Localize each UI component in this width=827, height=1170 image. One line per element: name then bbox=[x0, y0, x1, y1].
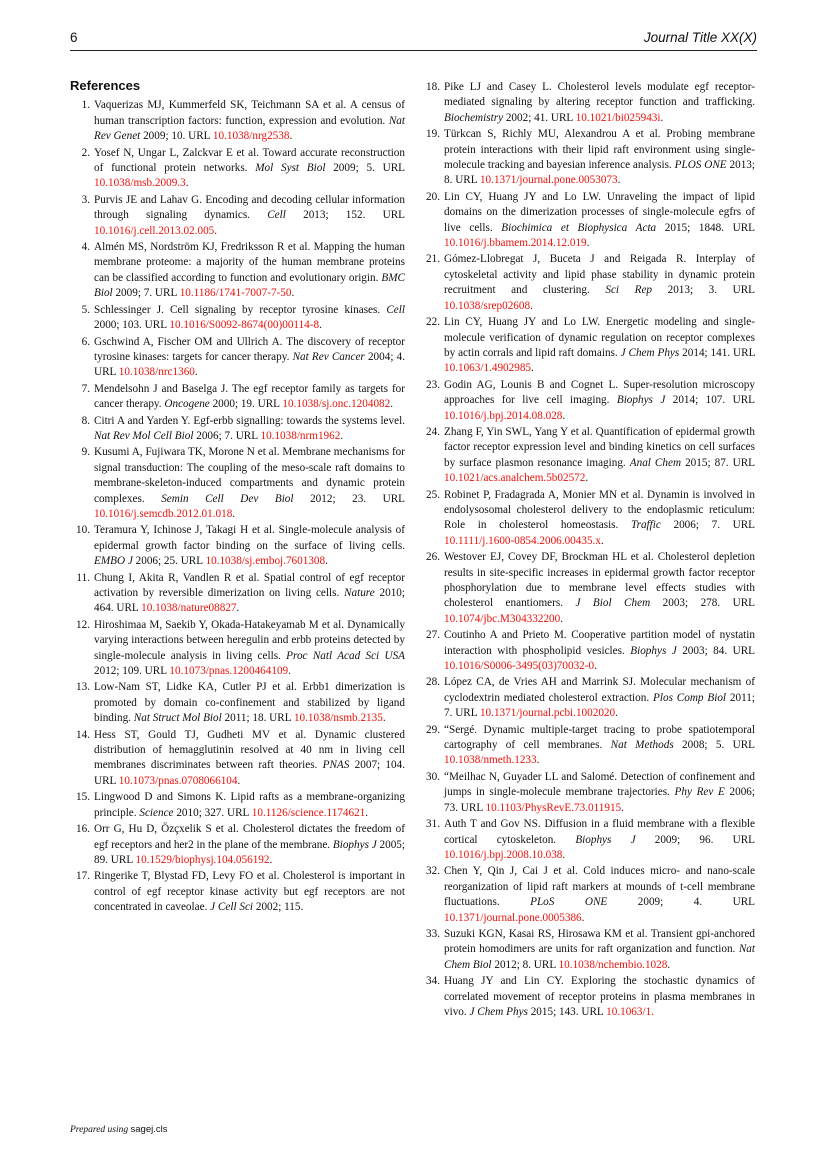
reference-doi-link[interactable]: 10.1038/sj.emboj.7601308 bbox=[205, 555, 326, 568]
reference-number: 25. bbox=[426, 488, 440, 501]
reference-journal: Nat Chem Biol bbox=[444, 943, 755, 971]
reference-doi-link[interactable]: 10.1016/j.bbamem.2014.12.019 bbox=[444, 237, 587, 250]
reference-number: 18. bbox=[426, 81, 440, 93]
reference-number: 30. bbox=[426, 770, 440, 783]
reference-text: Almén MS, Nordström KJ, Fredriksson R et al. Mapping the human membrane proteome: a majority of the human membrane proteins can be classified according to function and evolutionary origin. bbox=[94, 241, 405, 284]
reference-details: 2012; 109. URL bbox=[94, 665, 170, 678]
reference-journal: Biophys J bbox=[575, 833, 636, 846]
reference-end: . bbox=[615, 707, 618, 720]
reference-journal: Traffic bbox=[630, 519, 661, 532]
reference-end: . bbox=[325, 555, 328, 568]
reference-doi-link[interactable]: 10.1371/journal.pone.0053073 bbox=[479, 174, 618, 187]
reference-number: 27. bbox=[426, 629, 440, 642]
reference-journal: Science bbox=[139, 806, 174, 819]
reference-journal: PNAS bbox=[322, 759, 350, 772]
reference-journal: Nat Struct Mol Biol bbox=[133, 712, 222, 725]
page-footer bbox=[70, 1124, 167, 1135]
reference-item bbox=[70, 382, 405, 413]
reference-details: 2002; 41. URL bbox=[503, 111, 576, 124]
reference-doi-link[interactable]: 10.1038/nrc1360 bbox=[118, 366, 195, 379]
reference-text: Gómez-Llobregat J, Buceta J and Reigada R. Interplay of cytoskeletal activity and lipid phase stability in dynamic protein recruitment and clustering. bbox=[444, 253, 755, 297]
reference-item bbox=[70, 790, 405, 821]
reference-item bbox=[70, 240, 405, 302]
reference-item bbox=[70, 571, 405, 617]
reference-item bbox=[70, 822, 405, 868]
reference-end: . bbox=[291, 287, 295, 300]
page-number: 6 bbox=[70, 30, 78, 45]
reference-item bbox=[420, 378, 755, 424]
reference-item bbox=[70, 193, 405, 239]
reference-text: Schlessinger J. Cell signaling by receptor tyrosine kinases. bbox=[94, 303, 387, 316]
reference-text: Suzuki KGN, Kasai RS, Hirosawa KM et al. Transient gpi-anchored protein homodimers are units for raft organization and function. bbox=[444, 927, 755, 956]
reference-details: 2012; 8. URL bbox=[491, 958, 559, 971]
reference-number: 9. bbox=[81, 446, 90, 459]
reference-doi-link[interactable]: 10.1038/nchembio.1028 bbox=[558, 958, 668, 971]
reference-number: 15. bbox=[76, 791, 90, 804]
reference-journal: Sci Rep bbox=[605, 284, 653, 297]
reference-item bbox=[70, 445, 405, 522]
reference-journal: Nat Rev Mol Cell Biol bbox=[94, 429, 194, 442]
reference-text: Chen Y, Qin J, Cai J et al. Cold induces micro- and nano-scale reorganization of lipid raft markers at mounds of t-cell membrane fluctuations. bbox=[444, 865, 755, 909]
reference-item bbox=[70, 98, 405, 144]
reference-doi-link[interactable]: 10.1186/1741-7007-7-50 bbox=[179, 287, 292, 300]
reference-text: Vaquerizas MJ, Kummerfeld SK, Teichmann SA et al. A census of human transcription factors: function, expression and evolution. bbox=[94, 99, 405, 127]
reference-number: 28. bbox=[426, 676, 440, 689]
reference-item bbox=[70, 680, 405, 726]
reference-end: . bbox=[562, 409, 566, 422]
references-column-right bbox=[420, 80, 755, 1021]
reference-end: . bbox=[269, 853, 273, 866]
reference-journal: J Chem Phys bbox=[469, 1005, 528, 1018]
reference-journal: Nature bbox=[344, 587, 375, 599]
reference-item bbox=[70, 728, 405, 790]
reference-item bbox=[70, 414, 405, 445]
references-column-left bbox=[70, 78, 405, 917]
reference-item bbox=[70, 303, 405, 334]
reference-text: Hess ST, Gould TJ, Gudheti MV et al. Dynamic clustered distribution of hemagglutinin resolved at 40 nm in living cell membranes discriminates between raft theories. bbox=[94, 728, 405, 772]
reference-item bbox=[420, 190, 755, 252]
reference-text: Westover EJ, Covey DF, Brockman HL et al. Cholesterol depletion results in site-specific increases in epidermal growth factor receptor phosphorylation due to membrane level effects studies with cholesterol enantiomers. bbox=[444, 551, 755, 610]
reference-details: 2014; 107. URL bbox=[665, 394, 755, 407]
reference-number: 31. bbox=[426, 818, 440, 831]
reference-journal: J Chem Phys bbox=[620, 346, 680, 359]
reference-journal: BMC Biol bbox=[94, 271, 405, 300]
journal-title: Journal Title XX(X) bbox=[643, 30, 757, 45]
reference-number: 21. bbox=[426, 253, 440, 266]
reference-doi-link[interactable]: 10.1021/acs.analchem.5b02572 bbox=[444, 472, 586, 485]
reference-doi-link[interactable]: 10.1016/S0092-8674(00)00114-8 bbox=[169, 319, 320, 332]
reference-doi-link[interactable]: 10.1038/srep02608 bbox=[444, 299, 531, 312]
reference-number: 16. bbox=[76, 823, 90, 836]
reference-doi-link[interactable]: 10.1111/j.1600-0854.2006.00435.x bbox=[444, 534, 601, 547]
reference-details: 2003; 84. URL bbox=[676, 644, 755, 657]
reference-end: . bbox=[185, 177, 189, 190]
reference-details: 2009; 7. URL bbox=[112, 287, 180, 300]
reference-item bbox=[420, 723, 755, 769]
reference-doi-link[interactable]: 10.1016/j.cell.2013.02.005 bbox=[94, 224, 215, 237]
reference-item bbox=[420, 315, 755, 377]
reference-journal: Nat Rev Cancer bbox=[292, 350, 365, 363]
reference-text: Türkcan S, Richly MU, Alexandrou A et al. Probing membrane protein interactions with their lipid raft environment using single-molecule tracking and bayesian inference analysis. bbox=[444, 128, 755, 172]
reference-doi-link[interactable]: 10.1038/nsmb.2135 bbox=[293, 712, 383, 725]
reference-text: Gschwind A, Fischer OM and Ullrich A. The discovery of receptor tyrosine kinases: targets for cancer therapy. bbox=[94, 335, 405, 363]
reference-details: 2006; 73. URL bbox=[444, 786, 756, 814]
reference-text: Lin CY, Huang JY and Lo LW. Energetic modeling and single-molecule verification of dynamic regulation on receptor complexes by actin corrals and lipid raft domains. bbox=[444, 316, 755, 359]
reference-item bbox=[420, 425, 755, 487]
reference-journal: Biochemistry bbox=[444, 111, 504, 124]
reference-journal: Phy Rev E bbox=[674, 786, 725, 799]
reference-doi-link[interactable]: 10.1073/pnas.1200464109 bbox=[169, 665, 289, 678]
reference-item bbox=[70, 523, 405, 569]
reference-number: 10. bbox=[76, 524, 90, 537]
reference-doi-link[interactable]: 10.1038/msb.2009.3 bbox=[94, 177, 186, 190]
reference-end: . bbox=[531, 362, 534, 375]
reference-end: . bbox=[586, 237, 590, 250]
reference-details: 2009; 10. URL bbox=[140, 130, 213, 143]
reference-number: 5. bbox=[81, 303, 90, 316]
section-title: References bbox=[70, 78, 141, 93]
reference-text: Godin AG, Lounis B and Cognet L. Super-resolution microscopy approaches for live cell imaging. bbox=[444, 378, 755, 407]
reference-details: 2000; 103. URL bbox=[94, 319, 170, 332]
reference-text: Huang JY and Lin CY. Exploring the stochastic dynamics of correlated movement of receptor proteins in plasma membranes in vivo. bbox=[444, 975, 755, 1018]
reference-text: “Sergé. Dynamic multiple-target tracing to probe spatiotemporal cartography of cell membranes. bbox=[444, 723, 755, 752]
reference-item bbox=[420, 927, 755, 973]
reference-journal: Biophys J bbox=[616, 394, 666, 407]
reference-end: . bbox=[194, 366, 198, 379]
reference-item bbox=[420, 127, 755, 189]
reference-details: 2006; 7. URL bbox=[193, 429, 261, 442]
reference-doi-link[interactable]: 10.1126/science.1174621 bbox=[251, 806, 366, 819]
reference-end: . bbox=[390, 398, 394, 411]
reference-details: 2003; 278. URL bbox=[650, 597, 755, 610]
reference-number: 19. bbox=[426, 128, 440, 141]
reference-journal: J Biol Chem bbox=[575, 597, 651, 610]
reference-details: 2015; 143. URL bbox=[527, 1005, 607, 1018]
reference-item bbox=[420, 80, 755, 126]
reference-end: . bbox=[585, 472, 589, 485]
reference-details: 2007; 104. URL bbox=[94, 759, 405, 787]
reference-item bbox=[420, 550, 755, 627]
reference-end: . bbox=[617, 174, 621, 187]
reference-end: . bbox=[236, 602, 240, 615]
reference-text: Yosef N, Ungar L, Zalckvar E et al. Toward accurate reconstruction of functional protein networks. bbox=[94, 146, 405, 175]
reference-item bbox=[70, 146, 405, 192]
reference-doi-link[interactable]: 10.1016/j.semcdb.2012.01.018 bbox=[94, 507, 233, 520]
reference-number: 26. bbox=[426, 551, 440, 564]
reference-item bbox=[420, 488, 755, 550]
reference-details: 2010; 464. URL bbox=[94, 587, 405, 615]
reference-end: . bbox=[660, 111, 664, 124]
reference-details: 2015; 87. URL bbox=[681, 456, 755, 469]
reference-details: 2004; 4. URL bbox=[94, 350, 406, 379]
reference-item bbox=[70, 618, 405, 680]
footer-prefix: Prepared using bbox=[70, 1125, 131, 1135]
reference-number: 1. bbox=[81, 99, 90, 112]
reference-journal: Cell bbox=[386, 303, 405, 316]
reference-text: Chung I, Akita R, Vandlen R et al. Spatial control of egf receptor activation by reversible dimerization on living cells. bbox=[94, 571, 405, 599]
reference-text: Citri A and Yarden Y. Egf-erbb signalling: towards the systems level. bbox=[94, 414, 405, 427]
reference-journal: Biophys J bbox=[332, 838, 377, 851]
reference-end: . bbox=[319, 319, 322, 332]
reference-end: . bbox=[562, 848, 566, 861]
reference-doi-link[interactable]: 10.1103/PhysRevE.73.011915 bbox=[485, 801, 622, 814]
reference-number: 11. bbox=[76, 571, 90, 584]
reference-item bbox=[420, 974, 755, 1020]
reference-details: 2006; 7. URL bbox=[660, 519, 756, 532]
reference-journal: Biochimica et Biophysica Acta bbox=[501, 221, 657, 234]
reference-journal: PLoS ONE bbox=[530, 896, 608, 909]
reference-journal: Oncogene bbox=[164, 398, 210, 411]
reference-item bbox=[70, 869, 405, 915]
reference-doi-link[interactable]: 10.1038/nature08827 bbox=[141, 602, 237, 615]
reference-number: 13. bbox=[76, 681, 90, 694]
reference-doi-link[interactable]: 10.1038/nrm1962 bbox=[260, 429, 341, 442]
reference-text: Kusumi A, Fujiwara TK, Morone N et al. Membrane mechanisms for signal transduction: The coupling of the meso-scale raft domains to membrane-skeleton-induced compartments and dynamic protein complexes. bbox=[94, 446, 405, 505]
reference-number: 17. bbox=[76, 870, 90, 883]
reference-text: López CA, de Vries AH and Marrink SJ. Molecular mechanism of cyclodextrin mediated cholesterol extraction. bbox=[444, 676, 755, 704]
reference-details: 2013; 152. URL bbox=[285, 209, 405, 222]
reference-journal: Nat Methods bbox=[610, 739, 674, 752]
reference-doi-link[interactable]: 10.1063/1.4902985 bbox=[444, 362, 532, 375]
reference-doi-link[interactable]: 10.1038/sj.onc.1204082 bbox=[282, 398, 391, 411]
reference-number: 7. bbox=[81, 382, 90, 395]
reference-details: 2013; 8. URL bbox=[444, 159, 755, 187]
reference-end: . bbox=[621, 801, 624, 814]
reference-details: 2010; 327. URL bbox=[173, 806, 252, 819]
reference-text: Purvis JE and Lahav G. Encoding and decoding cellular information through signaling dynamics. bbox=[94, 193, 405, 222]
reference-end: . bbox=[382, 712, 386, 725]
reference-doi-link[interactable]: 10.1016/S0006-3495(03)70032-0 bbox=[444, 660, 595, 673]
reference-end: . bbox=[340, 429, 344, 442]
reference-end: . bbox=[581, 911, 585, 924]
reference-number: 2. bbox=[81, 146, 90, 159]
reference-doi-link[interactable]: 10.1038/nmeth.1233 bbox=[444, 754, 537, 767]
reference-end: . bbox=[667, 958, 671, 971]
reference-list-right bbox=[420, 80, 755, 1020]
reference-text: Lingwood D and Simons K. Lipid rafts as a membrane-organizing principle. bbox=[94, 791, 405, 819]
reference-number: 8. bbox=[81, 414, 90, 427]
reference-details: 2009; 96. URL bbox=[635, 833, 755, 846]
reference-journal: Anal Chem bbox=[629, 456, 682, 469]
reference-text: Pike LJ and Casey L. Cholesterol levels modulate egf receptor-mediated signaling by altering receptor function and trafficking. bbox=[444, 81, 755, 109]
reference-doi-link[interactable]: 10.1371/journal.pone.0005386 bbox=[444, 911, 582, 924]
reference-text: Hiroshimaa M, Saekib Y, Okada-Hatakeyamab M et al. Dynamically varying interactions between heregulin and erbb proteins detected by single-molecule analysis in living cells. bbox=[94, 618, 405, 662]
reference-number: 33. bbox=[426, 927, 440, 940]
reference-doi-link[interactable]: 10.1529/biophysj.104.056192 bbox=[135, 853, 270, 866]
reference-text: Auth T and Gov NS. Diffusion in a fluid membrane with a flexible cortical cytoskeleton. bbox=[444, 818, 755, 846]
reference-end: . bbox=[560, 612, 564, 625]
reference-end: . bbox=[536, 754, 540, 767]
reference-journal: Proc Natl Acad Sci USA bbox=[286, 649, 405, 662]
reference-details: 2011; 7. URL bbox=[444, 691, 755, 720]
reference-end: . bbox=[288, 665, 291, 678]
reference-text: Mendelsohn J and Baselga J. The egf receptor family as targets for cancer therapy. bbox=[94, 382, 405, 411]
reference-details: 2008; 5. URL bbox=[673, 739, 755, 752]
reference-number: 4. bbox=[81, 241, 90, 254]
reference-doi-link[interactable]: 10.1371/journal.pcbi.1002020 bbox=[479, 707, 616, 720]
reference-end: . bbox=[530, 299, 533, 312]
reference-end: . bbox=[600, 534, 604, 547]
reference-end: . bbox=[237, 774, 241, 787]
reference-end: . bbox=[289, 130, 293, 143]
reference-number: 24. bbox=[426, 425, 440, 438]
reference-number: 29. bbox=[426, 723, 440, 736]
reference-item bbox=[420, 770, 755, 816]
reference-details: 2002; 115. bbox=[253, 901, 304, 914]
reference-doi-link[interactable]: 10.1016/j.bpj.2008.10.038 bbox=[444, 848, 563, 861]
reference-number: 12. bbox=[76, 618, 90, 631]
reference-doi-link[interactable]: 10.1063/1. bbox=[606, 1005, 654, 1018]
reference-details: 2011; 18. URL bbox=[221, 712, 294, 725]
reference-number: 32. bbox=[426, 865, 440, 878]
reference-journal: Biophys J bbox=[630, 644, 677, 657]
reference-details: 2013; 3. URL bbox=[652, 284, 755, 297]
reference-details: 2012; 23. URL bbox=[293, 492, 406, 505]
reference-doi-link[interactable]: 10.1073/pnas.0708066104 bbox=[118, 774, 238, 787]
reference-journal: J Cell Sci bbox=[210, 901, 254, 914]
reference-details: 2000; 19. URL bbox=[209, 398, 283, 411]
page-header bbox=[70, 30, 757, 51]
reference-details: 2005; 89. URL bbox=[94, 838, 405, 866]
reference-journal: EMBO J bbox=[94, 555, 133, 568]
reference-item bbox=[420, 252, 755, 314]
reference-item bbox=[70, 335, 405, 381]
reference-number: 22. bbox=[426, 316, 440, 329]
reference-number: 6. bbox=[81, 335, 90, 348]
reference-journal: Plos Comp Biol bbox=[653, 691, 727, 704]
reference-item bbox=[420, 628, 755, 674]
reference-text: Coutinho A and Prieto M. Cooperative partition model of nystatin interaction with phospholipid vesicles. bbox=[444, 629, 755, 657]
reference-text: Low-Nam ST, Lidke KA, Cutler PJ et al. Erbb1 dimerization is promoted by domain co-confinement and stabilized by ligand binding. bbox=[94, 681, 405, 725]
reference-number: 23. bbox=[426, 378, 440, 391]
reference-text: Robinet P, Fradagrada A, Monier MN et al. Dynamin is involved in endolysosomal cholesterol delivery to the endoplasmic reticulum: Role in cholesterol homeostasis. bbox=[444, 488, 755, 532]
reference-end: . bbox=[365, 806, 369, 819]
reference-text: Ringerike T, Blystad FD, Levy FO et al. Cholesterol is important in control of egf receptor kinase activity but egf receptors are not concentrated in caveolae. bbox=[94, 870, 405, 914]
reference-end: . bbox=[232, 507, 236, 520]
reference-text: Teramura Y, Ichinose J, Takagi H et al. Single-molecule analysis of epidermal growth factor binding on the surface of living cells. bbox=[94, 524, 405, 552]
reference-journal: Semin Cell Dev Biol bbox=[161, 492, 294, 505]
reference-details: 2009; 4. URL bbox=[607, 896, 755, 909]
reference-text: “Meilhac N, Guyader LL and Salomé. Detection of confinement and jumps in single-molecule membrane trajectories. bbox=[444, 770, 755, 799]
reference-details: 2009; 5. URL bbox=[325, 162, 405, 175]
reference-list-left bbox=[70, 98, 405, 915]
reference-item bbox=[420, 864, 755, 926]
reference-journal: Mol Syst Biol bbox=[255, 162, 326, 175]
reference-journal: Cell bbox=[267, 209, 286, 222]
reference-number: 14. bbox=[76, 728, 90, 741]
footer-cls: sagej.cls bbox=[130, 1124, 168, 1135]
reference-details: 2015; 1848. URL bbox=[656, 221, 756, 234]
reference-details: 2006; 25. URL bbox=[132, 555, 206, 568]
reference-end: . bbox=[594, 660, 597, 673]
reference-doi-link[interactable]: 10.1074/jbc.M304332200 bbox=[444, 612, 561, 625]
reference-journal: Nat Rev Genet bbox=[94, 114, 405, 143]
reference-number: 3. bbox=[81, 193, 90, 206]
reference-text: Zhang F, Yin SWL, Yang Y et al. Quantification of epidermal growth factor receptor expression level and binding kinetics on cell surfaces by surface plasmon resonance imaging. bbox=[444, 425, 755, 469]
reference-number: 34. bbox=[426, 975, 440, 988]
reference-doi-link[interactable]: 10.1021/bi025943i bbox=[575, 111, 661, 124]
reference-text: Lin CY, Huang JY and Lo LW. Unraveling the impact of lipid domains on the dimerization processes of single-molecule egfrs of live cells. bbox=[444, 190, 755, 234]
reference-journal: PLOS ONE bbox=[674, 159, 727, 172]
reference-end: . bbox=[214, 224, 218, 237]
reference-number: 20. bbox=[426, 190, 440, 203]
reference-details: 2014; 141. URL bbox=[679, 346, 755, 359]
reference-text: Orr G, Hu D, Özçxelik S et al. Cholesterol dictates the freedom of egf receptors and her2 in the plane of the membrane. bbox=[94, 823, 405, 851]
reference-doi-link[interactable]: 10.1016/j.bpj.2014.08.028 bbox=[444, 409, 563, 422]
reference-item bbox=[420, 675, 755, 721]
reference-item bbox=[420, 817, 755, 863]
reference-doi-link[interactable]: 10.1038/nrg2538 bbox=[212, 130, 290, 143]
